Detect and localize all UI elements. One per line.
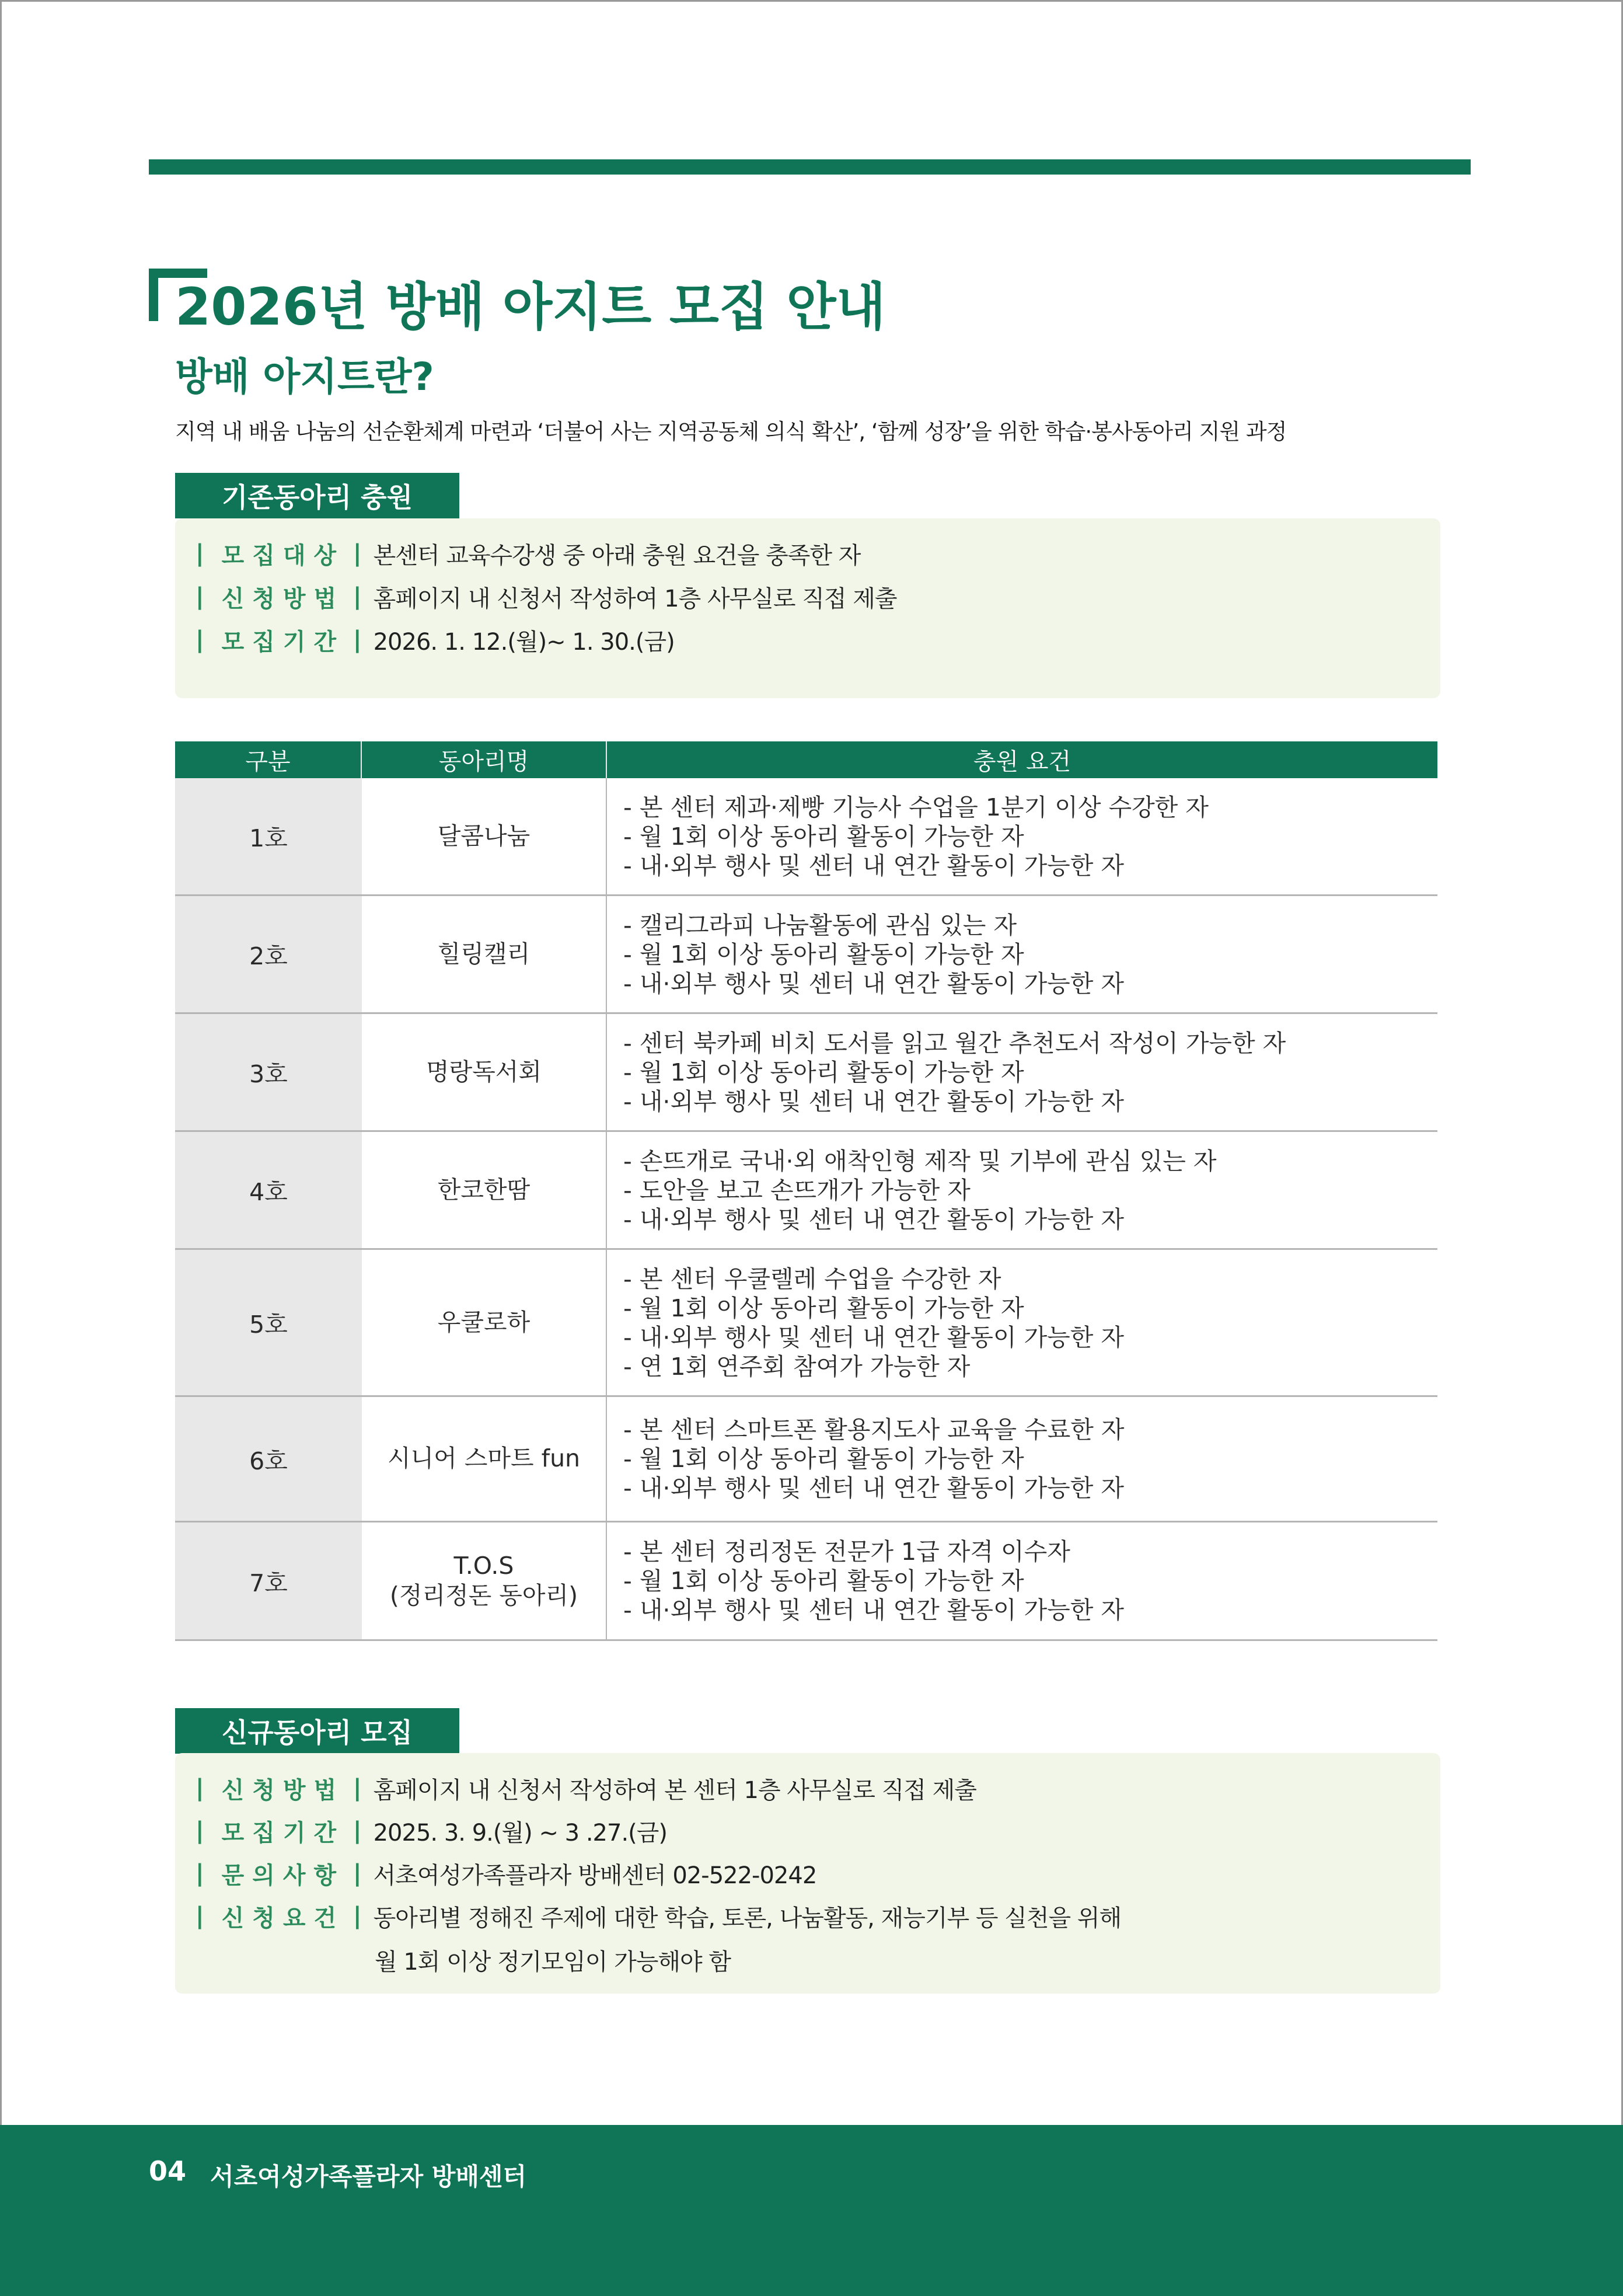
club-name (362, 896, 607, 1012)
club-number: 6호 (175, 1397, 362, 1521)
club-number: 2호 (175, 896, 362, 1012)
existing-row (196, 580, 897, 613)
existing-club-info-box (175, 518, 1440, 698)
info-label-text: 모집기간 (221, 628, 345, 656)
club-requirements (607, 1132, 1437, 1248)
footer-organization: 서초여성가족플라자 방배센터 (210, 2162, 527, 2191)
info-label-text: 신청방법 (221, 585, 345, 612)
label-separator-glyph: | (353, 1903, 362, 1929)
header-requirements: 충원 요건 (973, 748, 1071, 775)
club-table (175, 741, 1437, 1641)
table-row (175, 896, 1437, 1014)
label-separator-glyph: | (353, 1860, 362, 1887)
label-bar-glyph: | (196, 1817, 204, 1844)
info-label (196, 1814, 353, 1848)
requirement-line: - 월 1회 이상 동아리 활동이 가능한 자 (623, 940, 1024, 968)
club-table-header (175, 741, 1437, 778)
table-row (175, 1397, 1437, 1522)
label-separator-glyph: | (353, 1775, 362, 1802)
page-title: 2026년 방배 아지트 모집 안내 (175, 277, 886, 337)
requirement-line: - 월 1회 이상 동아리 활동이 가능한 자 (623, 1058, 1024, 1086)
info-label (196, 1772, 353, 1805)
info-label-text: 신청방법 (221, 1776, 345, 1804)
requirement-line: - 내·외부 행사 및 센터 내 연간 활동이 가능한 자 (623, 1596, 1125, 1624)
new_club-row (196, 1772, 976, 1804)
club-number: 7호 (175, 1522, 362, 1639)
table-row (175, 778, 1437, 896)
info-label-text: 모집기간 (221, 1819, 345, 1846)
header-division: 구분 (175, 741, 362, 778)
club-name-line: 시니어 스마트 fun (387, 1444, 581, 1473)
new-club-info-box (175, 1753, 1440, 1994)
new_club-row (196, 1814, 667, 1847)
club-number: 4호 (175, 1132, 362, 1248)
label-separator-glyph: | (353, 1817, 362, 1844)
requirement-line: - 월 1회 이상 동아리 활동이 가능한 자 (623, 822, 1024, 851)
requirement-line: - 센터 북카페 비치 도서를 읽고 월간 추천도서 작성이 가능한 자 (623, 1029, 1286, 1057)
info-label (196, 1900, 353, 1933)
label-bar-glyph: | (196, 540, 204, 567)
info-label-text: 문의사항 (221, 1862, 345, 1889)
requirement-line: - 내·외부 행사 및 센터 내 연간 활동이 가능한 자 (623, 1087, 1125, 1116)
club-name-line: (정리정돈 동아리) (389, 1581, 578, 1609)
club-name (362, 1522, 607, 1639)
club-name-line: 한코한땀 (437, 1175, 530, 1204)
club-name-line: 명랑독서회 (425, 1057, 542, 1086)
requirement-line: - 캘리그라피 나눔활동에 관심 있는 자 (623, 911, 1017, 939)
label-bar-glyph: | (196, 1903, 204, 1929)
label-separator-glyph: | (353, 626, 362, 653)
info-value: 서초여성가족플라자 방배센터 02-522-0242 (373, 1862, 817, 1889)
club-name-line: 우쿨로하 (437, 1308, 530, 1336)
club-requirements (607, 778, 1437, 894)
info-value: 2026. 1. 12.(월)~ 1. 30.(금) (373, 628, 675, 656)
requirement-line: - 월 1회 이상 동아리 활동이 가능한 자 (623, 1445, 1024, 1473)
existing-club-tag: 기존동아리 충원 (175, 473, 459, 518)
info-label (196, 623, 353, 657)
new-club-requirement-continuation: 월 1회 이상 정기모임이 가능해야 함 (375, 1948, 731, 1976)
info-value: 홈페이지 내 신청서 작성하여 1층 사무실로 직접 제출 (373, 585, 897, 612)
page-subtitle: 방배 아지트란? (175, 354, 434, 399)
requirement-line: - 본 센터 우쿨렐레 수업을 수강한 자 (623, 1264, 1001, 1293)
club-name-line: 달콤나눔 (437, 821, 530, 850)
requirement-line: - 내·외부 행사 및 센터 내 연간 활동이 가능한 자 (623, 1474, 1125, 1502)
club-requirements (607, 1522, 1437, 1639)
club-number: 1호 (175, 778, 362, 894)
requirement-line: - 본 센터 스마트폰 활용지도사 교육을 수료한 자 (623, 1416, 1125, 1444)
club-number: 5호 (175, 1250, 362, 1395)
existing-row (196, 537, 860, 570)
club-name (362, 1250, 607, 1395)
club-requirements (607, 1014, 1437, 1130)
label-separator-glyph: | (353, 583, 362, 610)
requirement-line: - 도안을 보고 손뜨개가 가능한 자 (623, 1176, 971, 1204)
table-row (175, 1014, 1437, 1132)
table-row (175, 1132, 1437, 1250)
requirement-line: - 본 센터 정리정돈 전문가 1급 자격 이수자 (623, 1538, 1070, 1566)
requirement-line: - 연 1회 연주회 참여가 가능한 자 (623, 1352, 971, 1381)
club-requirements (607, 896, 1437, 1012)
label-separator-glyph: | (353, 540, 362, 567)
requirement-line: - 내·외부 행사 및 센터 내 연간 활동이 가능한 자 (623, 851, 1125, 880)
top-accent-bar (149, 159, 1471, 175)
info-label (196, 1857, 353, 1890)
info-value: 동아리별 정해진 주제에 대한 학습, 토론, 나눔활동, 재능기부 등 실천을 위해 (373, 1904, 1122, 1932)
club-requirements (607, 1250, 1437, 1395)
info-label (196, 537, 353, 570)
club-name (362, 1132, 607, 1248)
club-name (362, 778, 607, 894)
label-bar-glyph: | (196, 626, 204, 653)
table-row (175, 1250, 1437, 1397)
club-number: 3호 (175, 1014, 362, 1130)
requirement-line: - 내·외부 행사 및 센터 내 연간 활동이 가능한 자 (623, 1205, 1125, 1234)
requirement-line: - 내·외부 행사 및 센터 내 연간 활동이 가능한 자 (623, 969, 1125, 998)
club-name-line: 힐링캘리 (437, 939, 530, 968)
club-name-line: T.O.S (453, 1551, 514, 1580)
requirement-line: - 손뜨개로 국내·외 애착인형 제작 및 기부에 관심 있는 자 (623, 1147, 1217, 1175)
info-label-text: 모집대상 (221, 542, 345, 569)
new-club-tag: 신규동아리 모집 (175, 1708, 459, 1754)
new_club-row (196, 1857, 816, 1890)
header-club-name: 동아리명 (362, 741, 607, 778)
table-row (175, 1522, 1437, 1641)
label-bar-glyph: | (196, 583, 204, 610)
new_club-row (196, 1900, 1121, 1932)
info-label-text: 신청요건 (221, 1904, 345, 1932)
requirement-line: - 본 센터 제과·제빵 기능사 수업을 1분기 이상 수강한 자 (623, 793, 1209, 821)
info-value: 홈페이지 내 신청서 작성하여 본 센터 1층 사무실로 직접 제출 (373, 1776, 976, 1804)
requirement-line: - 내·외부 행사 및 센터 내 연간 활동이 가능한 자 (623, 1323, 1125, 1351)
label-bar-glyph: | (196, 1775, 204, 1802)
club-name (362, 1397, 607, 1521)
page-description: 지역 내 배움 나눔의 선순환체계 마련과 ‘더불어 사는 지역공동체 의식 확산’, ‘함께 성장’을 위한 학습·봉사동아리 지원 과정 (175, 419, 1287, 444)
club-name (362, 1014, 607, 1130)
info-value: 2025. 3. 9.(월) ~ 3 .27.(금) (373, 1819, 668, 1846)
page-number: 04 (149, 2155, 187, 2187)
footer-band (0, 2125, 1623, 2296)
label-bar-glyph: | (196, 1860, 204, 1887)
requirement-line: - 월 1회 이상 동아리 활동이 가능한 자 (623, 1567, 1024, 1595)
existing-row (196, 623, 675, 656)
requirement-line: - 월 1회 이상 동아리 활동이 가능한 자 (623, 1294, 1024, 1322)
club-requirements (607, 1397, 1437, 1521)
info-label (196, 580, 353, 614)
info-value: 본센터 교육수강생 중 아래 충원 요건을 충족한 자 (373, 542, 861, 569)
